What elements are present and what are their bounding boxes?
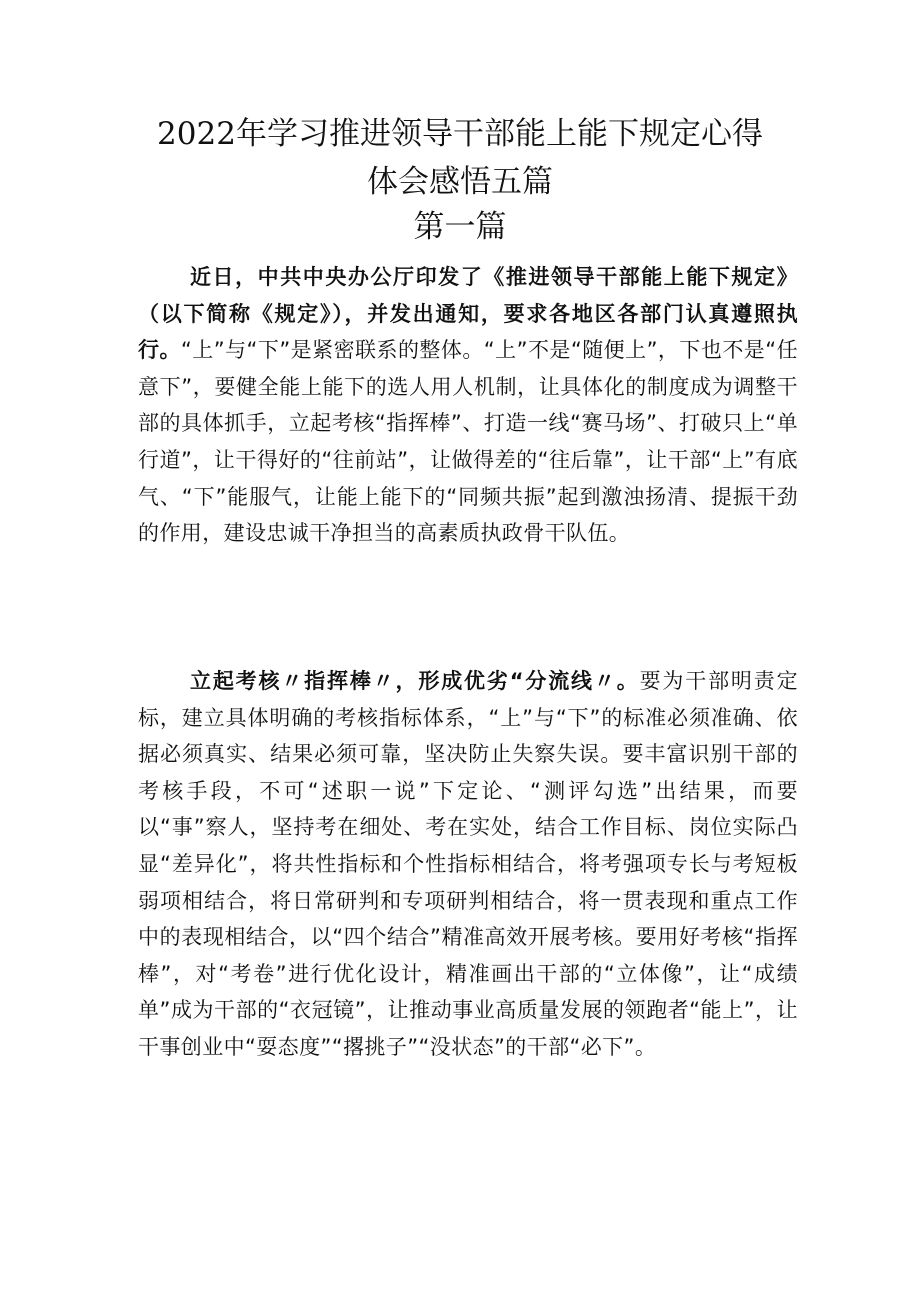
paragraph-2-body: 要为干部明责定标，建立具体明确的考核指标体系，“上”与“下”的标准必须准确、依据必须真实、结果必须可靠，坚决防止失察失误。要丰富识别干部的考核手段，不可“述职一说”下定论、“测评勾选”出结果，而要以“事”察人，坚持考在细处、考在实处，结合工作目标、岗位实际凸显“差异化”，将共性指标和个性指标相结合，将考强项专长与考短板弱项相结合，将日常研判和专项研判相结合，将一贯表现和重点工作中的表现相结合，以“四个结合”精准高效开展考核。要用好考核“指挥棒”，对“考卷”进行优化设计，精准画出干部的“立体像”，让“成绩单”成为干部的“衣冠镜”，让推动事业高质量发展的领跑者“能上”，让干事创业中“耍态度”“撂挑子”“没状态”的干部“必下”。 <box>138 669 798 1059</box>
paragraph-1-body: “上”与“下”是紧密联系的整体。“上”不是“随便上”，下也不是“任意下”，要健全能上能下的选人用人机制，让具体化的制度成为调整干部的具体抓手，立起考核“指挥棒”、打造一线“赛马场”、打破只上“单行道”，让干得好的“往前站”，让做得差的“往后靠”，让干部“上”有底气、“下”能服气，让能上能下的“同频共振”起到激浊扬清、提振干劲的作用，建设忠诚干净担当的高素质执政骨干队伍。 <box>138 338 798 546</box>
paragraph-2 <box>138 663 798 1066</box>
section-heading: 第一篇 <box>413 209 507 245</box>
document-title-line1: 2022年学习推进领导干部能上能下规定心得 <box>157 116 763 152</box>
paragraph-2-lead: 立起考核〃指挥棒〃，形成优劣“分流线〃。 <box>190 669 640 693</box>
paragraph-1 <box>138 259 798 552</box>
paragraph-1-lead: 近日，中共中央办公厅印发了《推进领导干部能上能下规定》（以下简称《规定》），并发出通知，要求各地区各部门认真遵照执行。 <box>138 265 798 363</box>
document-title-line2: 体会感悟五篇 <box>367 164 553 200</box>
